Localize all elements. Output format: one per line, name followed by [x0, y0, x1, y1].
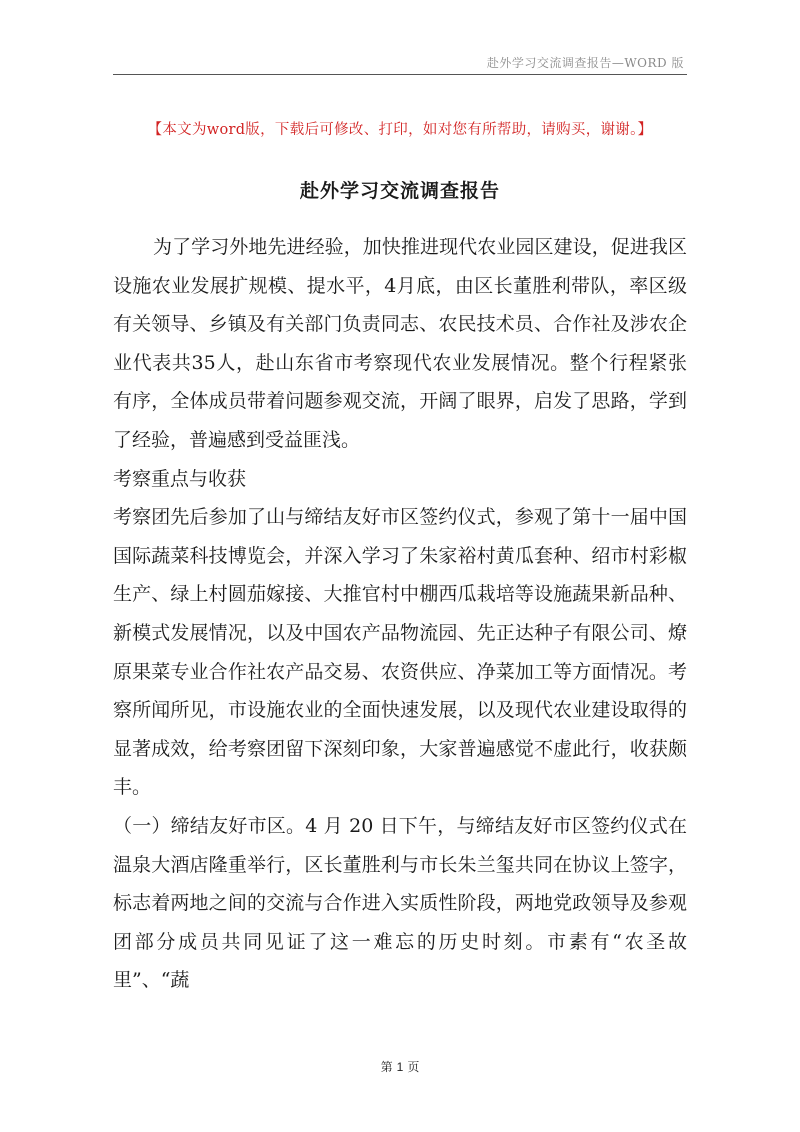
page-suffix: 页: [407, 1060, 420, 1074]
purchase-notice: 【本文为word版，下载后可修改、打印，如对您有所帮助，请购买，谢谢。】: [147, 122, 653, 138]
document-title: 赴外学习交流调查报告: [299, 180, 500, 202]
running-header: 赴外学习交流调查报告—WORD 版: [486, 56, 684, 70]
page-number: 1: [396, 1060, 404, 1074]
page-prefix: 第: [380, 1060, 393, 1074]
intro-paragraph: 为了学习外地先进经验，加快推进现代农业园区建设，促进我区设施农业发展扩规模、提水平，4月底，由区长董胜利带队，率区级有关领导、乡镇及有关部门负责同志、农民技术员、合作社及涉农企业代表共35人，赴山东省市考察现代农业发展情况。整个行程紧张有序，全体成员带着问题参观交流，开阔了眼界，启发了思路，学到了经验，普遍感到受益匪浅。: [113, 236, 687, 451]
body-paragraph: 考察团先后参加了山与缔结友好市区签约仪式，参观了第十一届中国国际蔬菜科技博览会，并深入学习了朱家裕村黄瓜套种、绍市村彩椒生产、绿上村圆茄嫁接、大推官村中棚西瓜栽培等设施蔬果新品种、新模式发展情况，以及中国农产品物流园、先正达种子有限公司、燎原果菜专业合作社农产品交易、农资供应、净菜加工等方面情况。考察所闻所见，市设施农业的全面快速发展，以及现代农业建设取得的显著成效，给考察团留下深刻印象，大家普遍感觉不虚此行，收获颇丰。: [113, 506, 687, 799]
body-paragraph: （一）缔结友好市区。4 月 20 日下午，与缔结友好市区签约仪式在温泉大酒店隆重举行，区长董胜利与市长朱兰玺共同在协议上签字，标志着两地之间的交流与合作进入实质性阶段，两地党政领导及参观团部分成员共同见证了这一难忘的历史时刻。市素有“农圣故里”、“蔬: [113, 814, 687, 992]
page-footer: [0, 1058, 800, 1075]
section-heading: 考察重点与收获: [113, 467, 247, 490]
document-body: [113, 228, 687, 1000]
header-divider: [113, 74, 687, 75]
